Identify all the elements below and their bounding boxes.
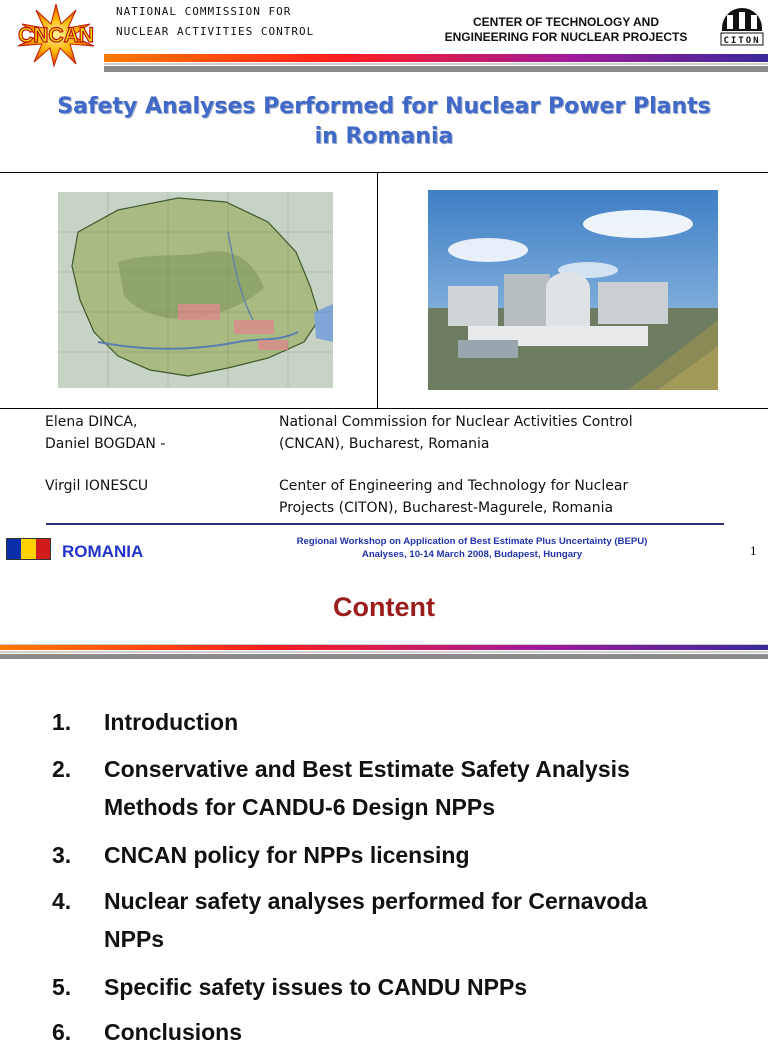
toc-item-text: CNCAN policy for NPPs licensing [104, 842, 470, 868]
toc-item-number: 3. [52, 842, 72, 868]
cncan-org-name [116, 2, 346, 42]
toc-item-number: 1. [52, 709, 72, 735]
cncan-logo [4, 2, 108, 68]
cncan-org-line-1: NATIONAL COMMISSION FOR [116, 5, 292, 18]
author-name-1: Elena DINCA, [45, 414, 138, 430]
toc-item-text: Conclusions [104, 1019, 243, 1045]
table-border-top [0, 172, 768, 173]
content-gradient-bar [0, 645, 768, 659]
toc-item-text: Introduction [104, 709, 239, 735]
toc-item-number: 5. [52, 974, 72, 1000]
author-affiliation-4: Projects (CITON), Bucharest-Magurele, Romania [279, 500, 614, 516]
toc-item-text: Nuclear safety analyses performed for Cernavoda [104, 888, 648, 914]
romania-map-image [58, 192, 333, 388]
toc-item-text-cont: Methods for CANDU-6 Design NPPs [104, 794, 496, 820]
toc-item-number: 2. [52, 756, 72, 782]
table-border-bottom [0, 408, 768, 409]
footer-workshop-line-2: Analyses, 10-14 March 2008, Budapest, Hungary [361, 549, 583, 560]
page-number: 1 [750, 543, 757, 558]
nuclear-plant-photo [428, 190, 718, 390]
footer-divider [46, 523, 724, 525]
citon-logo [718, 4, 766, 48]
slide-title-line-1: Safety Analyses Performed for Nuclear Power Plants [57, 94, 711, 119]
romania-flag-icon [6, 538, 51, 560]
cncan-org-line-2: NUCLEAR ACTIVITIES CONTROL [116, 25, 315, 38]
content-slide [0, 585, 768, 1045]
author-name-3: Virgil IONESCU [45, 478, 149, 494]
author-affiliation-3: Center of Engineering and Technology for Nuclear [279, 478, 629, 494]
toc-item-text: Specific safety issues to CANDU NPPs [104, 974, 528, 1000]
toc-item-text: Conservative and Best Estimate Safety Analysis [104, 756, 630, 782]
table-border-middle [377, 172, 378, 408]
toc-item-text-cont: NPPs [104, 926, 165, 952]
toc-item-number: 4. [52, 888, 72, 914]
slide-title-line-2: in Romania [314, 124, 454, 149]
header-gradient-bar [104, 54, 768, 74]
citon-org-line-1: CENTER OF TECHNOLOGY AND [472, 15, 659, 29]
citon-org-line-2: ENGINEERING FOR NUCLEAR PROJECTS [444, 30, 688, 44]
slide-title [0, 92, 768, 152]
author-name-2: Daniel BOGDAN - [45, 436, 166, 452]
content-title: Content [333, 592, 435, 622]
citon-org-name [420, 15, 712, 45]
author-affiliation-1: National Commission for Nuclear Activities Control [279, 414, 633, 430]
author-affiliation-2: (CNCAN), Bucharest, Romania [279, 436, 490, 452]
citon-logo-text: CITON [723, 36, 761, 46]
footer-workshop-line-1: Regional Workshop on Application of Best Estimate Plus Uncertainty (BEPU) [296, 536, 648, 547]
cncan-logo-text: CNCAN [18, 24, 94, 47]
footer-country-label: ROMANIA [62, 542, 144, 561]
toc-item-number: 6. [52, 1019, 72, 1045]
footer-workshop-info [262, 535, 682, 561]
